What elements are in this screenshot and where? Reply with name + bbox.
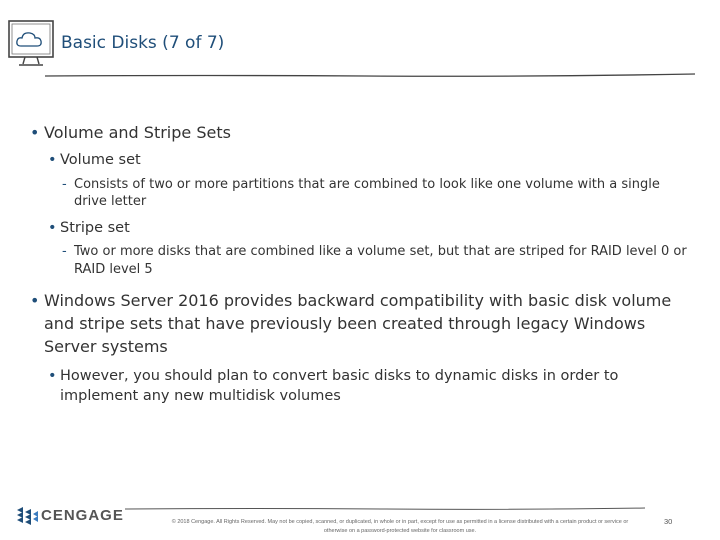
bullet-backward-compat-2: and stripe sets that have previously been created through legacy Windows (44, 314, 646, 333)
bullet-backward-compat-1: Windows Server 2016 provides backward compatibility with basic disk volume (44, 291, 672, 310)
copyright-line-1: © 2018 Cengage. All Rights Reserved. May not be copied, scanned, or duplicated, in whole or in part, except for use as permitted in a license distributed with a certain product or service or (171, 519, 629, 525)
copyright-line-2: otherwise on a password-protected website for classroom use. (323, 528, 477, 534)
slide-title: Basic Disks (7 of 7) (61, 33, 225, 53)
dash-marker: - (62, 244, 67, 259)
bullet-stripe-set: Stripe set (60, 220, 130, 236)
footer-divider (125, 505, 645, 513)
bullet-marker: • (48, 152, 57, 168)
bullet-marker: • (30, 291, 40, 310)
bullet-stripe-set-desc-2: RAID level 5 (74, 262, 153, 277)
page-number: 30 (664, 517, 673, 526)
cengage-logo-text: CENGAGE (41, 507, 124, 524)
bullet-backward-compat-3: Server systems (44, 337, 168, 356)
dash-marker: - (62, 177, 67, 192)
bullet-marker: • (48, 220, 57, 236)
bullet-stripe-set-desc-1: Two or more disks that are combined like a volume set, but that are striped for RAID level 0 or (74, 244, 687, 259)
bullet-plan-convert-2: implement any new multidisk volumes (60, 388, 341, 404)
bullet-marker: • (30, 123, 40, 142)
bullet-volume-stripe-sets: Volume and Stripe Sets (44, 123, 231, 142)
copyright-notice (140, 518, 660, 536)
bullet-volume-set-desc-2: drive letter (74, 194, 147, 209)
bullet-volume-set-desc-1: Consists of two or more partitions that are combined to look like one volume with a single (74, 177, 660, 192)
bullet-volume-set: Volume set (60, 152, 141, 168)
bullet-marker: • (48, 368, 57, 384)
bullet-plan-convert-1: However, you should plan to convert basic disks to dynamic disks in order to (60, 368, 619, 384)
